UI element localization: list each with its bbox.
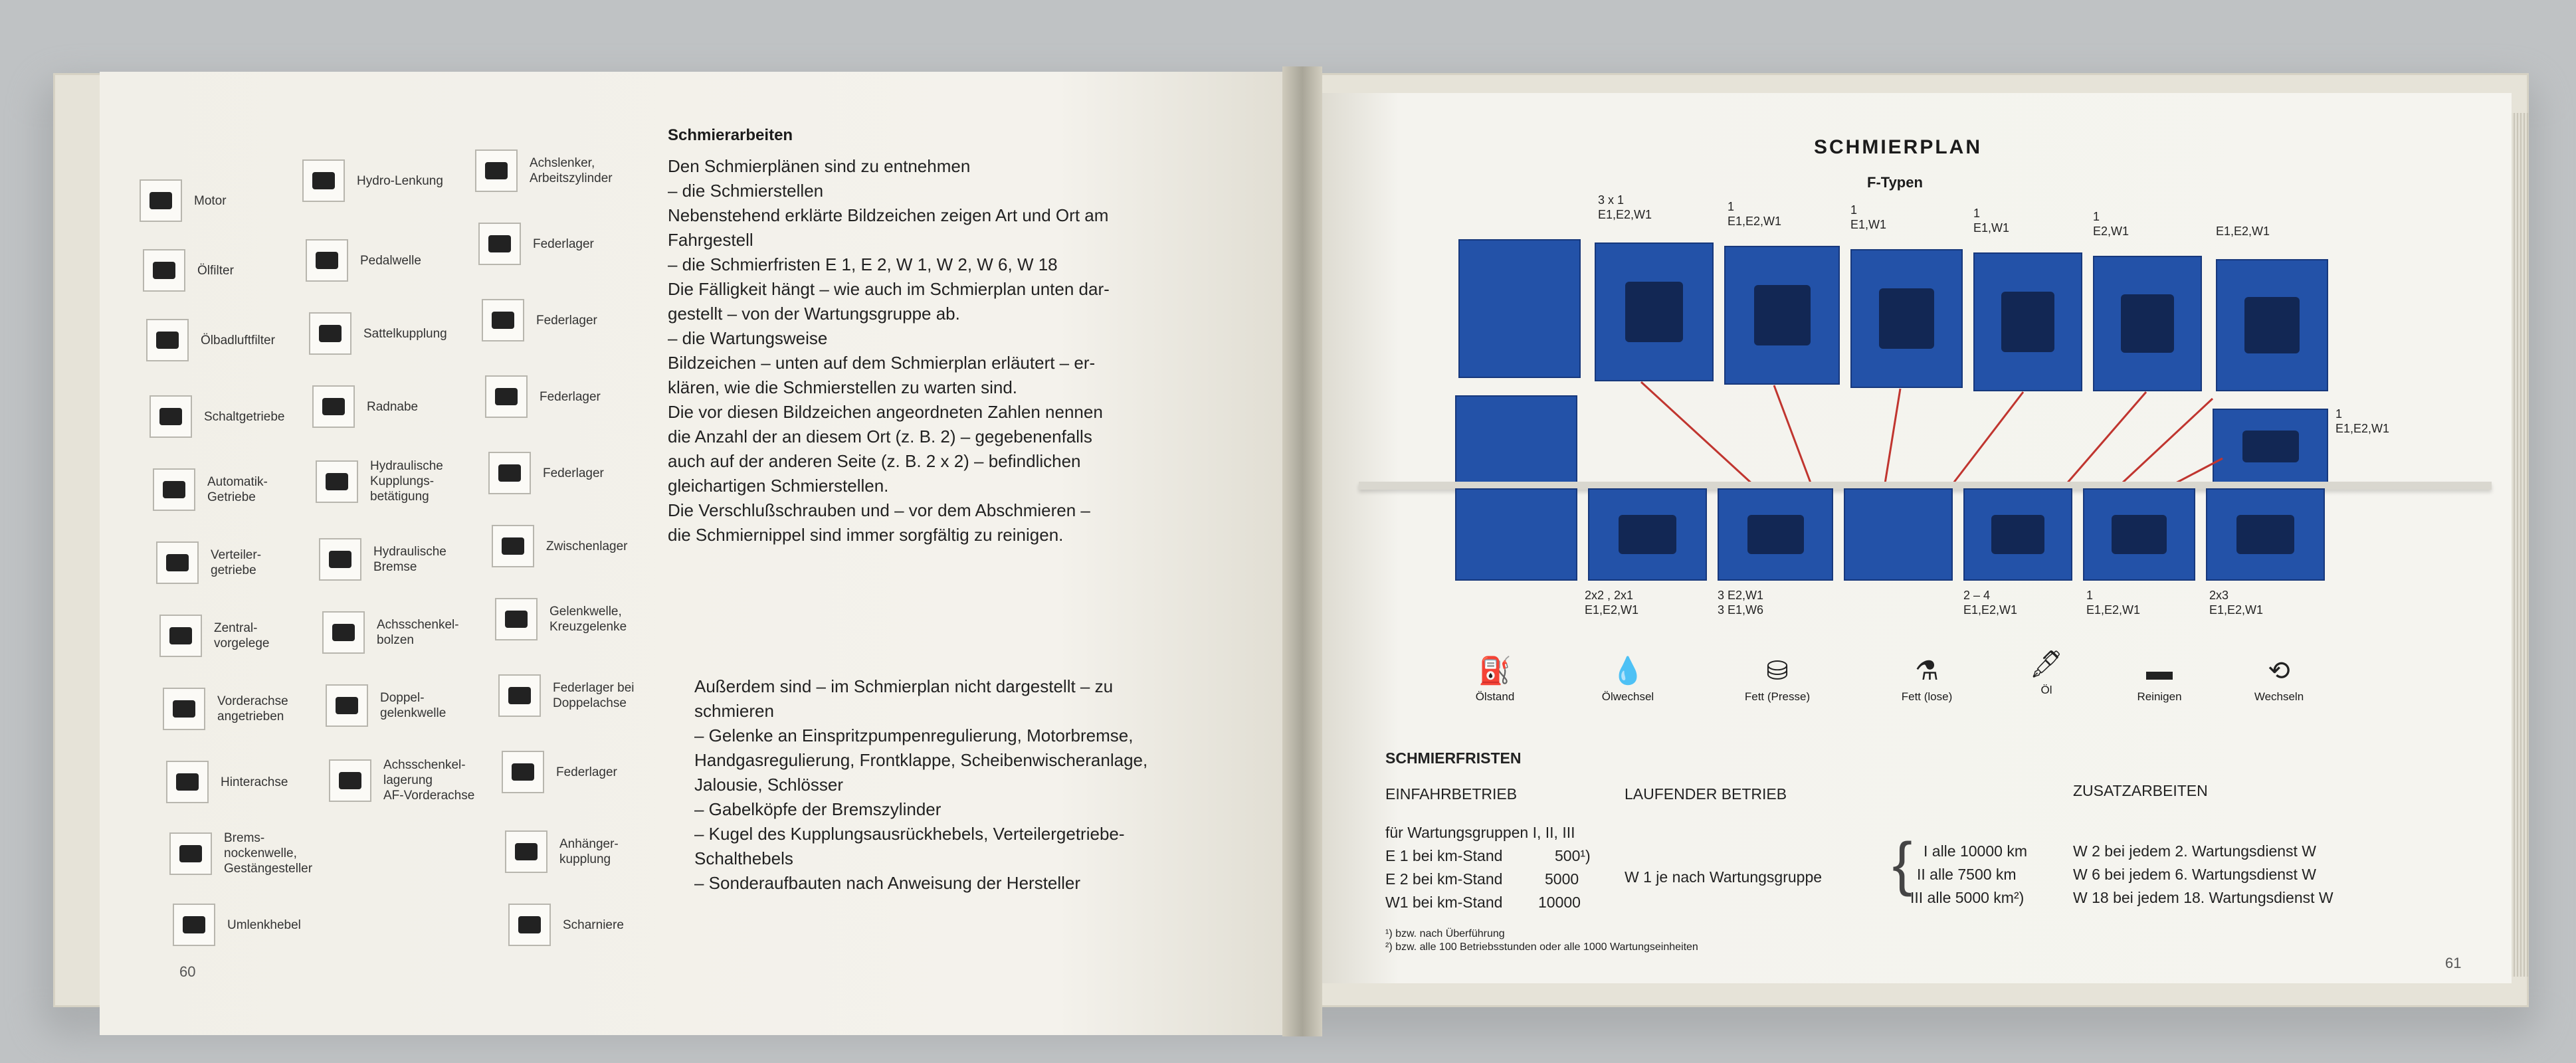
oil-change-icon: 💧: [1611, 656, 1644, 686]
lube-point-label: 2 – 4 E1,E2,W1: [1963, 589, 2018, 617]
legend-label: Brems- nockenwelle, Gestängesteller: [224, 831, 313, 876]
legend-label: Ölbadluftfilter: [201, 333, 275, 347]
legend-symbol: [1731, 654, 1824, 704]
legend-label: Radnabe: [367, 399, 419, 414]
legend-label: Sattelkupplung: [363, 326, 447, 341]
lube-point-label: 2x3 E1,E2,W1: [2209, 589, 2264, 617]
legend-symbol-label: Öl: [2040, 684, 2052, 696]
legend-label: Vorderachse angetrieben: [217, 694, 288, 724]
rear-axle-diagram-square: [2206, 488, 2325, 581]
legend-label: Gelenkwelle, Kreuzgelenke: [549, 605, 627, 634]
page-number-left: 60: [179, 963, 196, 980]
legend-label: Scharniere: [563, 918, 624, 932]
axle-diagram-square: [1588, 488, 1707, 581]
legend-label: Federlager: [536, 313, 597, 328]
legend-symbol-label: Ölstand: [1475, 690, 1515, 703]
legend-symbol: [2113, 654, 2206, 704]
legend-label: Hydraulische Bremse: [373, 545, 446, 574]
einfahr-row-label: E 1 bei km-Stand: [1385, 847, 1503, 864]
legend-label: Anhänger- kupplung: [559, 837, 619, 866]
blank-diagram-square: [1844, 488, 1953, 581]
legend-label: Hydro-Lenkung: [357, 173, 443, 188]
shaft-diagram-square: [1718, 488, 1833, 581]
legend-symbol: [1581, 654, 1674, 704]
page-number-right: 61: [2445, 955, 2462, 971]
grease-loose-icon: ⚗: [1915, 656, 1939, 686]
zusatz-row: W 18 bei jedem 18. Wartungsdienst W: [2073, 889, 2333, 906]
col-header-zusatz: ZUSATZARBEITEN: [2073, 782, 2208, 799]
legend-symbol-label: Reinigen: [2137, 690, 2182, 703]
einfahr-row-label: W1 bei km-Stand: [1385, 894, 1503, 911]
chassis-diagram-square: [1455, 488, 1577, 581]
legend-label: Motor: [194, 193, 227, 208]
lube-point-label: 1 E1,E2,W1: [2086, 589, 2141, 617]
lube-point-label: 2x2 , 2x1 E1,E2,W1: [1585, 589, 1639, 617]
einfahr-row-label: E 2 bei km-Stand: [1385, 870, 1503, 888]
instructions-text: Den Schmierplänen sind zu entnehmen – die Schmierstellen Nebenstehend erklärte Bildzeichen zeigen Art und Ort am Fahrgestell – die Schmierfristen E 1, E 2, W 1, W 2, W 6, W 18 Die Fälligkeit hängt – wie auch im Schmierplan unten dar- gestellt – von der Wartungsgruppe ab. – die Wartungsweise Bildzeichen – unten auf dem Schmierplan erläutert – er- klären, wie die Schmierstellen zu warten sind. Die vor diesen Bildzeichen angeordneten Zahlen nennen die Anzahl der an diesem Ort (z. B. 2) – gegebenenfalls auch auf der anderen Seite (z. B. 2 x 2) – befindlichen gleichartigen Schmierstellen. Die Verschlußschrauben und – vor dem Abschmieren – die Schmiernippel sind immer sorgfältig zu reinigen.: [668, 156, 1110, 545]
legend-label: Federlager: [540, 389, 601, 404]
einfahr-row-value: 5000: [1545, 870, 1579, 888]
group-row: II alle 7500 km: [1917, 866, 2017, 883]
legend-symbol: [2232, 654, 2326, 704]
col-header-einfahr: EINFAHRBETRIEB: [1385, 785, 1518, 803]
legend-symbol: [1448, 654, 1541, 704]
legend-label: Achsschenkel- lagerung AF-Vorderachse: [383, 758, 475, 803]
fristen-title: SCHMIERFRISTEN: [1385, 749, 1522, 767]
legend-label: Zentral- vorgelege: [214, 621, 270, 650]
clean-icon: ▬: [2146, 656, 2173, 686]
legend-label: Federlager: [556, 765, 617, 779]
legend-label: Verteiler- getriebe: [211, 548, 262, 577]
legend-symbol-label: Fett (Presse): [1744, 690, 1811, 703]
lube-point-label: 1 E1,E2,W1: [1728, 200, 1782, 228]
section-title: Schmierarbeiten: [668, 126, 793, 144]
lube-point-label: 3 E2,W1 3 E1,W6: [1718, 589, 1764, 617]
group-brace: {: [1892, 831, 1913, 898]
legend-label: Hydraulische Kupplungs- betätigung: [370, 459, 443, 504]
legend-label: Hinterachse: [221, 775, 288, 789]
lube-point-label: 1 E1,W1: [1850, 203, 1887, 231]
lube-point-label: E1,E2,W1: [2216, 225, 2270, 238]
einfahr-row-value: 10000: [1538, 894, 1581, 911]
oil-can-icon: 🖋: [2029, 650, 2064, 679]
legend-label: Achslenker, Arbeitszylinder: [530, 156, 613, 185]
replace-icon: ⟲: [2268, 656, 2290, 686]
lube-point-label: 3 x 1 E1,E2,W1: [1598, 193, 1652, 221]
zusatz-row: W 6 bei jedem 6. Wartungsdienst W: [2073, 866, 2317, 883]
chart-title: SCHMIERPLAN: [1814, 136, 1983, 158]
group-row: I alle 10000 km: [1924, 842, 2027, 860]
legend-label: Ölfilter: [197, 263, 234, 278]
zusatz-row: W 2 bei jedem 2. Wartungsdienst W: [2073, 842, 2317, 860]
lube-point-label: 1 E1,W1: [1973, 207, 2010, 235]
legend-label: Federlager bei Doppelachse: [553, 681, 635, 710]
legend-symbol-label: Fett (lose): [1901, 690, 1953, 703]
laufend-text: W 1 je nach Wartungsgruppe: [1625, 868, 1823, 886]
legend-label: Doppel- gelenkwelle: [380, 691, 446, 720]
chart-subtitle: F-Typen: [1867, 174, 1923, 191]
legend-label: Federlager: [533, 237, 594, 251]
trailer-diagram-square: [2083, 488, 2195, 581]
lube-point-label: 1 E1,E2,W1: [2335, 407, 2390, 435]
legend-symbol-label: Ölwechsel: [1601, 690, 1654, 703]
legend-label: Schaltgetriebe: [204, 409, 285, 424]
legend-label: Achsschenkel- bolzen: [377, 618, 459, 647]
legend-label: Federlager: [543, 466, 604, 480]
legend-symbol: [1880, 654, 1973, 704]
wartung-intro: für Wartungsgruppen I, II, III: [1385, 824, 1575, 841]
spring-diagram-square: [1963, 488, 2072, 581]
legend-label: Automatik- Getriebe: [207, 475, 268, 504]
legend-symbol: [2000, 648, 2093, 697]
footnote: ²) bzw. alle 100 Betriebsstunden oder alle 1000 Wartungseinheiten: [1385, 941, 1698, 953]
grease-press-icon: ⛁: [1766, 656, 1789, 686]
legend-label: Zwischenlager: [546, 539, 628, 553]
footnote: ¹) bzw. nach Überführung: [1385, 928, 1505, 939]
legend-symbol-label: Wechseln: [2254, 690, 2304, 703]
lube-point-label: 1 E2,W1: [2093, 210, 2130, 238]
einfahr-row-value: 500¹): [1555, 847, 1591, 864]
group-row: III alle 5000 km²): [1910, 889, 2025, 906]
oil-level-icon: ⛽: [1478, 656, 1512, 686]
legend-label: Pedalwelle: [360, 253, 421, 268]
additional-lubrication-text: Außerdem sind – im Schmierplan nicht dargestellt – zu schmieren – Gelenke an Einspritzpumpenregulierung, Motorbremse, Handgasregulierung, Frontklappe, Scheibenwischeranlage, Jalousie, Schlösser – Gabelköpfe der Bremszylinder – Kugel des Kupplungsausrückhebels, Verteilergetriebe- Schalthebels – Sonderaufbauten nach Anweisung der Hersteller: [694, 676, 1148, 893]
legend-label: Umlenkhebel: [227, 918, 301, 932]
col-header-laufend: LAUFENDER BETRIEB: [1625, 785, 1787, 803]
